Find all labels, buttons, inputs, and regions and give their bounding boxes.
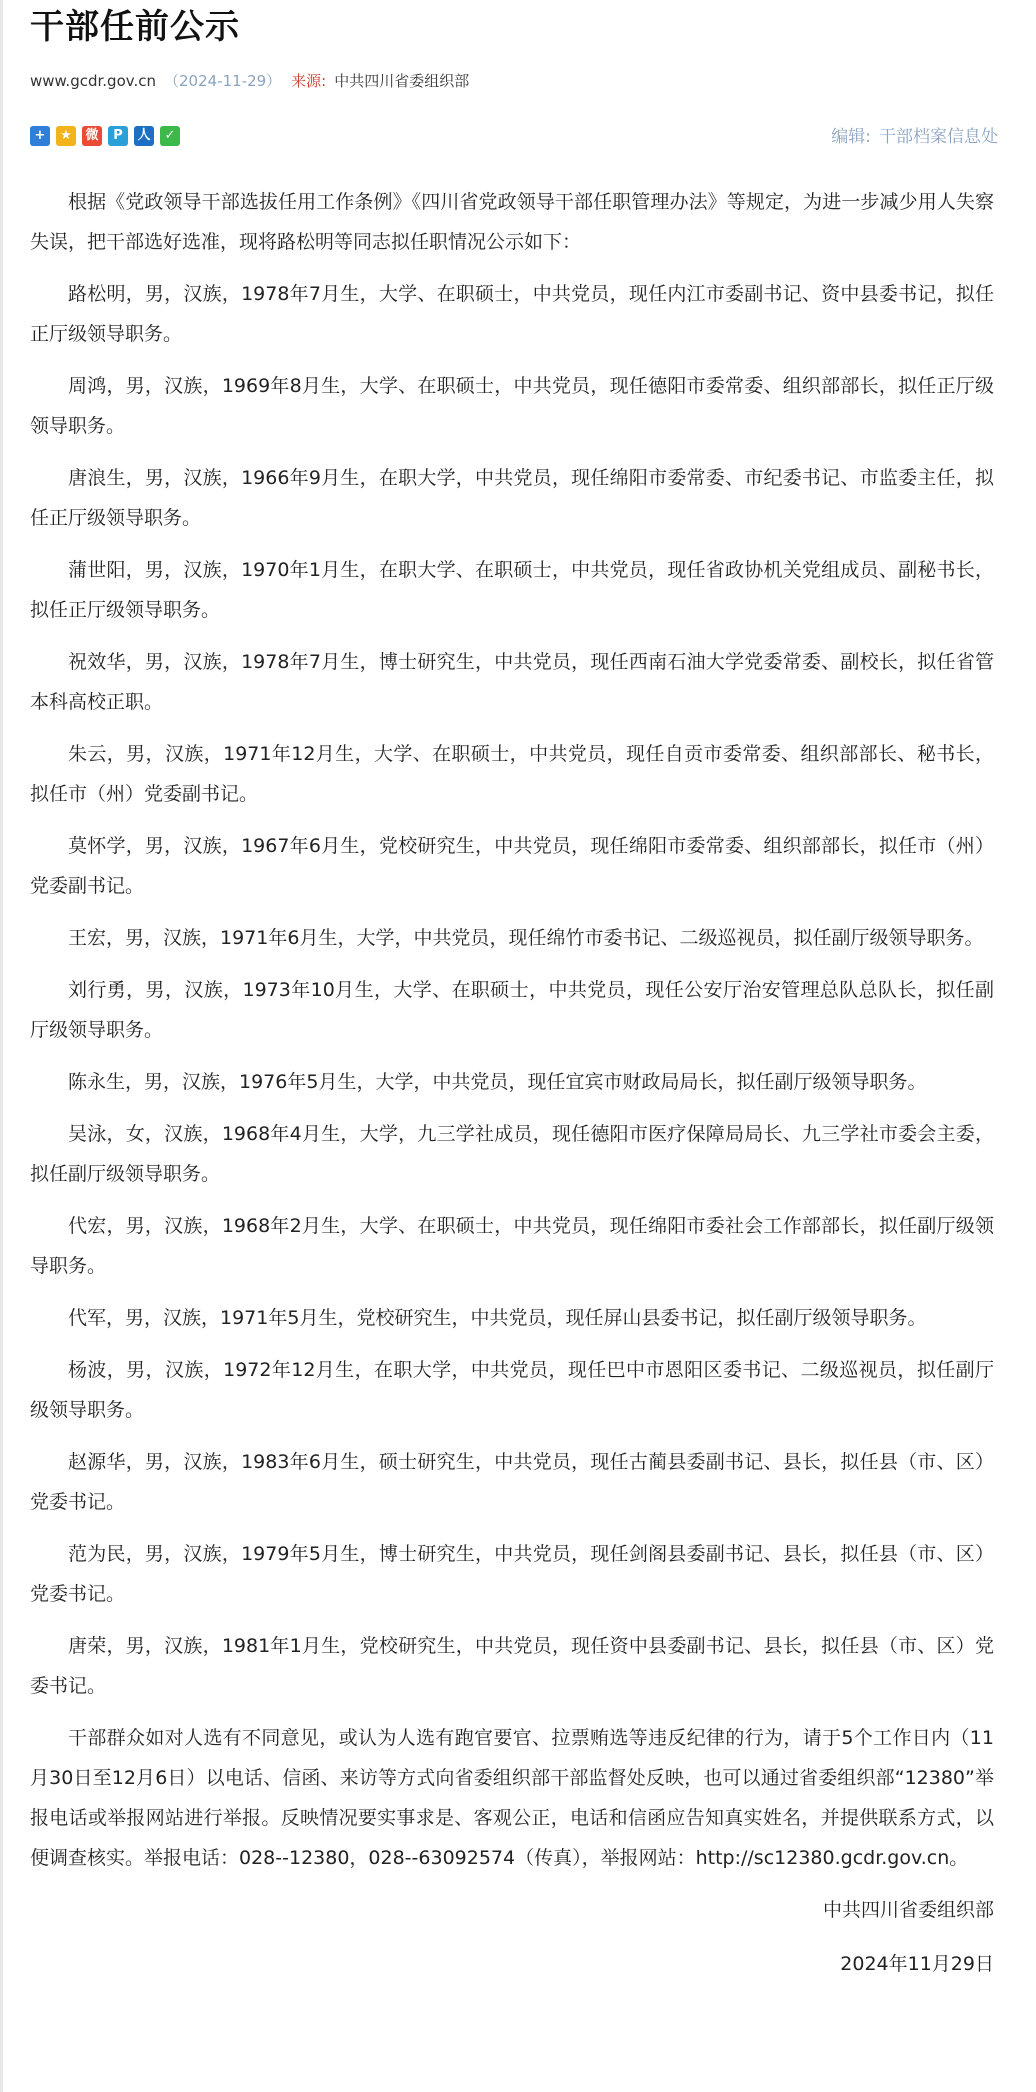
paragraph: 路松明，男，汉族，1978年7月生，大学、在职硕士，中共党员，现任内江市委副书记、资中县委书记，拟任正厅级领导职务。 <box>30 283 994 345</box>
paragraph: 祝效华，男，汉族，1978年7月生，博士研究生，中共党员，现任西南石油大学党委常委、副校长，拟任省管本科高校正职。 <box>30 651 994 713</box>
source-name: 中共四川省委组织部 <box>334 72 470 90</box>
share-bar <box>30 122 998 152</box>
wechat-icon[interactable]: ✓ <box>160 126 180 146</box>
publish-date: （2024-11-29） <box>163 72 282 90</box>
paragraph: 周鸿，男，汉族，1969年8月生，大学、在职硕士，中共党员，现任德阳市委常委、组织部部长，拟任正厅级领导职务。 <box>30 375 994 437</box>
paragraph: 蒲世阳，男，汉族，1970年1月生，在职大学、在职硕士，中共党员，现任省政协机关党组成员、副秘书长，拟任正厅级领导职务。 <box>30 559 994 621</box>
paragraph: 王宏，男，汉族，1971年6月生，大学，中共党员，现任绵竹市委书记、二级巡视员，拟任副厅级领导职务。 <box>68 927 984 949</box>
renren-icon[interactable]: 人 <box>134 126 154 146</box>
signature-org: 中共四川省委组织部 <box>822 1899 994 1921</box>
paragraph: 代军，男，汉族，1971年5月生，党校研究生，中共党员，现任屏山县委书记，拟任副厅级领导职务。 <box>68 1307 927 1329</box>
paragraph: 刘行勇，男，汉族，1973年10月生，大学、在职硕士，中共党员，现任公安厅治安管理总队总队长，拟任副厅级领导职务。 <box>30 979 994 1041</box>
signature-date: 2024年11月29日 <box>840 1953 994 1975</box>
paragraph: 唐浪生，男，汉族，1966年9月生，在职大学，中共党员，现任绵阳市委常委、市纪委书记、市监委主任，拟任正厅级领导职务。 <box>30 467 994 529</box>
paragraph: 干部群众如对人选有不同意见，或认为人选有跑官要官、拉票贿选等违反纪律的行为，请于5个工作日内（11月30日至12月6日）以电话、信函、来访等方式向省委组织部干部监督处反映，也可以通过省委组织部“12380”举报电话或举报网站进行举报。反映情况要实事求是、客观公正，电话和信函应告知真实姓名，并提供联系方式，以便调查核实。举报电话：028--12380，028--63092574（传真），举报网站：http://sc12380.gcdr.gov.cn。 <box>30 1727 994 1869</box>
source-label: 来源: <box>291 72 327 90</box>
paragraph: 赵源华，男，汉族，1983年6月生，硕士研究生，中共党员，现任古蔺县委副书记、县长，拟任县（市、区）党委书记。 <box>30 1451 994 1513</box>
share-icons <box>30 126 180 146</box>
qzone-icon[interactable]: ★ <box>56 126 76 146</box>
paragraph: 莫怀学，男，汉族，1967年6月生，党校研究生，中共党员，现任绵阳市委常委、组织部部长，拟任市（州）党委副书记。 <box>30 835 994 897</box>
paragraph: 吴泳，女，汉族，1968年4月生，大学，九三学社成员，现任德阳市医疗保障局局长、九三学社市委会主委，拟任副厅级领导职务。 <box>30 1123 994 1185</box>
paragraph: 杨波，男，汉族，1972年12月生，在职大学，中共党员，现任巴中市恩阳区委书记、二级巡视员，拟任副厅级领导职务。 <box>30 1359 994 1421</box>
article-meta <box>30 70 994 92</box>
editor-info <box>823 122 998 147</box>
editor-name: 干部档案信息处 <box>879 127 998 147</box>
site-url: www.gcdr.gov.cn <box>30 72 156 90</box>
tencent-weibo-icon[interactable]: P <box>108 126 128 146</box>
paragraph: 根据《党政领导干部选拔任用工作条例》《四川省党政领导干部任职管理办法》等规定，为进一步减少用人失察失误，把干部选好选准，现将路松明等同志拟任职情况公示如下： <box>30 191 994 253</box>
page-edge <box>0 0 3 2092</box>
more-share-icon[interactable]: + <box>30 126 50 146</box>
paragraph: 代宏，男，汉族，1968年2月生，大学、在职硕士，中共党员，现任绵阳市委社会工作部部长，拟任副厅级领导职务。 <box>30 1215 994 1277</box>
article <box>30 0 998 1984</box>
paragraph: 范为民，男，汉族，1979年5月生，博士研究生，中共党员，现任剑阁县委副书记、县长，拟任县（市、区）党委书记。 <box>30 1543 994 1605</box>
paragraph: 唐荣，男，汉族，1981年1月生，党校研究生，中共党员，现任资中县委副书记、县长，拟任县（市、区）党委书记。 <box>30 1635 994 1697</box>
article-body <box>30 182 994 1878</box>
weibo-icon[interactable]: 微 <box>82 126 102 146</box>
page-title: 干部任前公示 <box>30 7 240 47</box>
paragraph: 朱云，男，汉族，1971年12月生，大学、在职硕士，中共党员，现任自贡市委常委、组织部部长、秘书长，拟任市（州）党委副书记。 <box>30 743 994 805</box>
editor-label: 编辑: <box>831 127 871 147</box>
paragraph: 陈永生，男，汉族，1976年5月生，大学，中共党员，现任宜宾市财政局局长，拟任副厅级领导职务。 <box>68 1071 927 1093</box>
